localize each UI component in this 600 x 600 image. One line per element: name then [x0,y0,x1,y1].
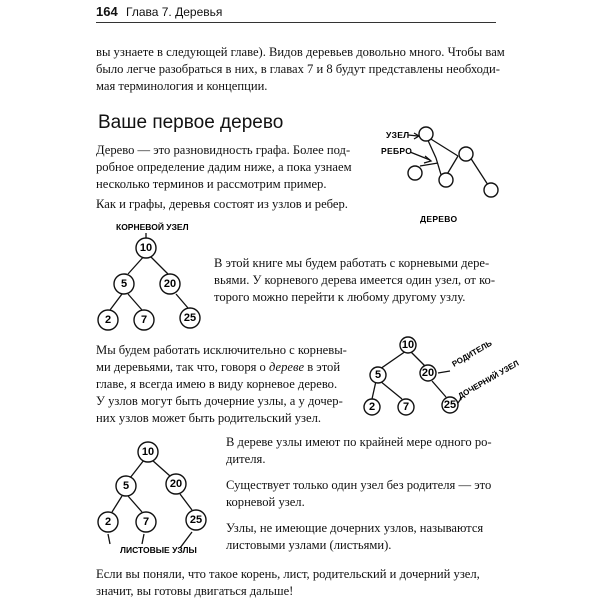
header-rule [96,22,496,23]
tree-graph-figure [378,118,508,238]
svg-text:7: 7 [402,401,410,413]
tree-edge [380,351,406,369]
definition-paragraph [96,142,376,193]
node-20 [166,474,186,494]
node-25 [186,510,206,530]
text-line: Узлы, не имеющие дочерних узлов, называются [226,521,484,535]
text-line: значит, вы готовы двигаться дальше! [96,584,294,598]
leaf-paragraphs [226,434,511,554]
node-2 [98,310,118,330]
svg-text:25: 25 [183,312,197,324]
tree-edge [380,381,402,399]
text-line: мая терминология и концепции. [96,79,268,93]
text-line: было легче разобраться в них, в главах 7 и 8 будут представлены необходи- [96,62,500,76]
child-label: ДОЧЕРНИЙ УЗЕЛ [456,358,521,401]
root-paragraph [214,255,504,306]
chapter-title: Глава 7. Деревья [126,5,223,19]
svg-text:10: 10 [141,446,155,458]
tree-node [408,166,422,180]
tree-edge [128,496,142,512]
tree-node [419,127,433,141]
root-node-label: КОРНЕВОЙ УЗЕЛ [116,222,189,232]
text-line: несколько терминов и рассмотрим пример. [96,177,327,191]
tree-edge [110,294,122,310]
leaf-nodes-label: ЛИСТОВЫЕ УЗЛЫ [120,545,197,555]
tree-edge [130,460,144,478]
node-10 [136,238,156,258]
svg-text:5: 5 [120,278,128,290]
text-line: У узлов могут быть дочерние узлы, а у дочер- [96,394,343,408]
svg-text:5: 5 [374,369,382,381]
text-line: торого можно перейти к любому другому узлу. [214,290,466,304]
node-7 [134,310,154,330]
tree-node [459,147,473,161]
text-line: корневой узел. [226,495,305,509]
parent-child-figure [362,335,521,420]
tree-edge [152,460,170,476]
parent-paragraph [96,342,366,427]
tree-edge [180,494,192,510]
text-line: главе, я всегда имею в виду корневое дерево. [96,377,338,391]
text-line: вы узнаете в следующей главе). Видов деревьев довольно много. Чтобы вам [96,45,505,59]
edge-pointer-arrow [410,152,430,160]
intro-paragraph [96,44,506,95]
text-line: Существует только один узел без родителя — это [226,478,492,492]
node-label: УЗЕЛ [386,130,410,140]
tree-node [439,173,453,187]
svg-text:5: 5 [122,480,130,492]
tree-edge [432,381,446,397]
node-10 [138,442,158,462]
text-line: листовыми узлами (листьями). [226,538,392,552]
svg-text:10: 10 [139,242,153,254]
section-title: Ваше первое дерево [98,112,284,133]
leaf-nodes-figure [96,440,221,560]
tree-node [484,183,498,197]
text-line: Мы будем работать исключительно с корневы- [96,343,347,357]
node-20 [160,274,180,294]
node-7 [136,512,156,532]
text-line: Дерево — это разновидность графа. Более под- [96,143,351,157]
page-number: 164 [96,4,118,19]
text-line: В этой книге мы будем работать с корневыми дере- [214,256,490,270]
text-line: Если вы поняли, что такое корень, лист, родительский и дочерний узел, [96,567,480,581]
nodes-edges-sentence: Как и графы, деревья состоят из узлов и ребер. [96,197,348,211]
node-25 [442,397,458,413]
tree-edge [372,381,376,399]
node-2 [98,512,118,532]
text-line: В дереве узлы имеют по крайней мере одного ро- [226,435,492,449]
svg-text:7: 7 [142,516,150,528]
parent-label: РОДИТЕЛЬ [450,338,494,369]
node-7 [398,399,414,415]
node-10 [400,337,416,353]
root-node-figure [96,222,211,334]
tree-edge [410,351,426,367]
text-line: них узлов может быть родительский узел. [96,411,321,425]
svg-text:25: 25 [189,514,203,526]
svg-text:20: 20 [421,367,435,379]
svg-text:25: 25 [443,399,457,411]
tree-edge [176,294,188,308]
tree-edge [128,294,142,310]
svg-text:20: 20 [163,278,177,290]
node-25 [180,308,200,328]
node-2 [364,399,380,415]
tree-edge [420,163,438,166]
node-5 [116,476,136,496]
node-5 [370,367,386,383]
svg-text:2: 2 [104,516,112,528]
node-5 [114,274,134,294]
svg-text:2: 2 [104,314,112,326]
text-line: робное определение дадим ниже, а пока узнаем [96,160,352,174]
parent-pointer [438,371,450,373]
tree-caption: ДЕРЕВО [420,214,458,224]
text-line: дителя. [226,452,266,466]
closing-paragraph [96,566,516,600]
leaf-pointer [108,534,110,544]
svg-text:10: 10 [401,339,415,351]
edge-label: РЕБРО [381,146,413,156]
svg-text:20: 20 [169,478,183,490]
node-20 [420,365,436,381]
leaf-pointer [142,534,144,544]
text-line: ми деревьями, так что, говоря о дереве в этой [96,360,341,374]
svg-text:7: 7 [140,314,148,326]
svg-text:2: 2 [368,401,376,413]
text-line: вьями. У корневого дерева имеется один узел, от ко- [214,273,496,287]
tree-edge [112,496,122,512]
